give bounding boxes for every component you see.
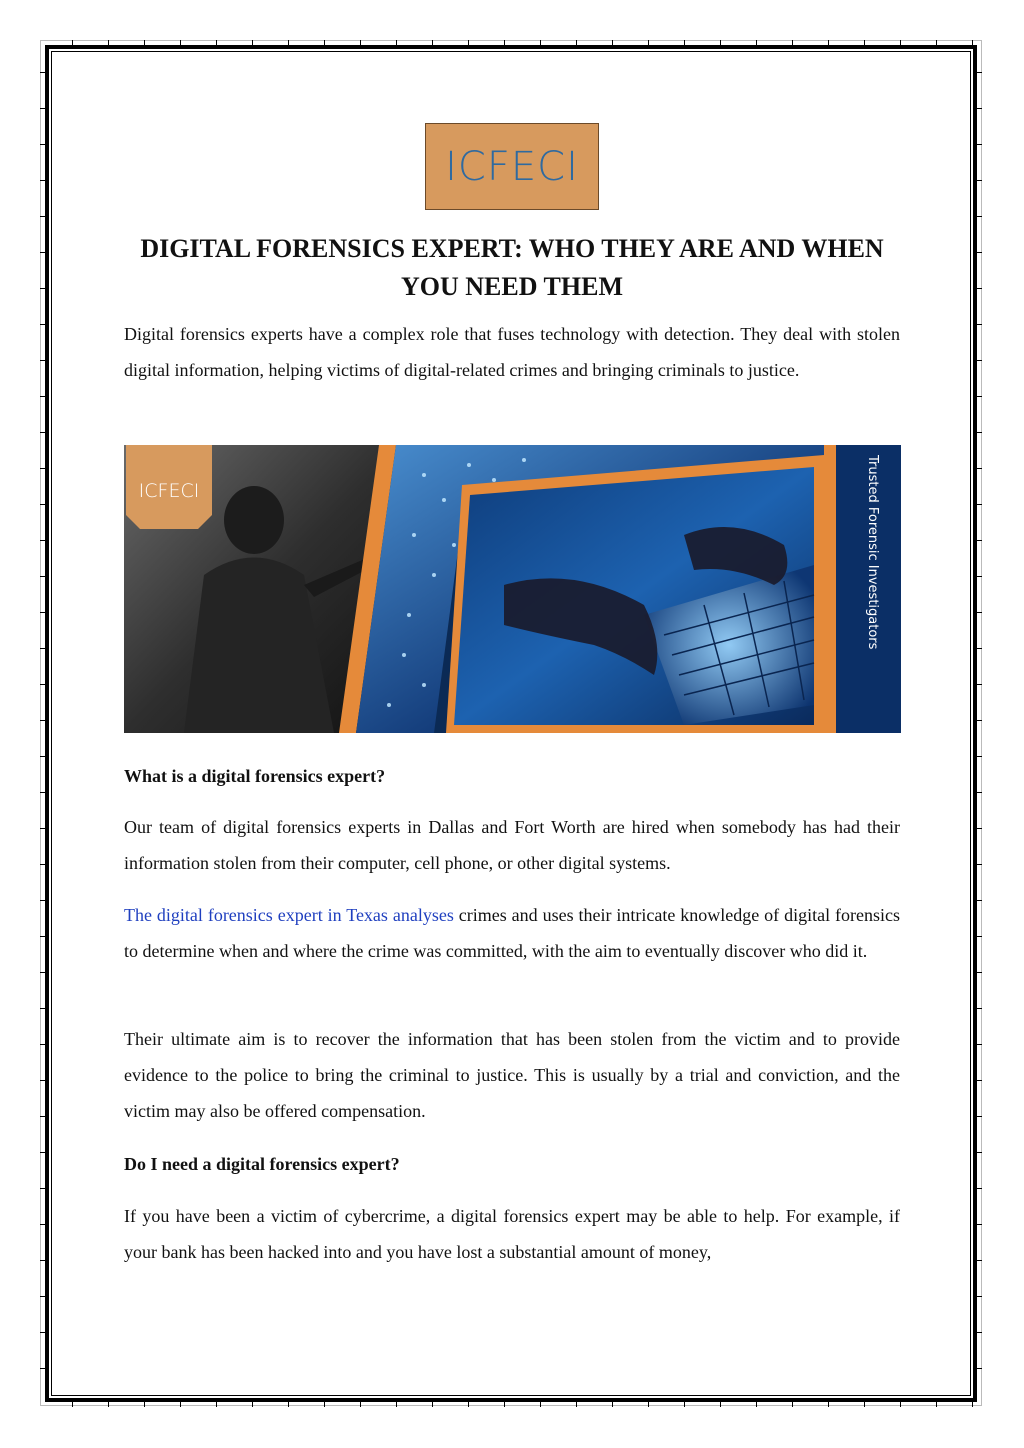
border-tick (40, 252, 46, 253)
section2-paragraph-1: If you have been a victim of cybercrime, a digital forensics expert may be able to help. For example, if your bank has been hacked into and you have lost a substantial amount of money, (124, 1206, 900, 1262)
border-tick (540, 40, 541, 46)
border-tick (40, 396, 46, 397)
border-tick (468, 40, 469, 46)
border-tick (976, 288, 982, 289)
border-tick (976, 612, 982, 613)
border-tick (40, 1152, 46, 1153)
border-tick (828, 40, 829, 46)
border-tick (976, 1080, 982, 1081)
border-tick (40, 180, 46, 181)
border-tick (504, 40, 505, 46)
border-tick (976, 720, 982, 721)
border-tick (976, 684, 982, 685)
border-tick (72, 1401, 73, 1407)
banner-logo-text: ICFECI (138, 480, 200, 502)
border-tick (976, 1044, 982, 1045)
logo-text: ICFECI (445, 143, 579, 190)
border-tick (976, 576, 982, 577)
border-tick (756, 40, 757, 46)
border-tick (40, 792, 46, 793)
border-tick (976, 216, 982, 217)
border-tick (180, 1401, 181, 1407)
border-tick (976, 108, 982, 109)
border-tick (40, 1080, 46, 1081)
border-tick (900, 40, 901, 46)
border-tick (648, 40, 649, 46)
border-tick (324, 40, 325, 46)
border-tick (864, 40, 865, 46)
border-tick (976, 504, 982, 505)
border-tick (40, 1224, 46, 1225)
border-tick (756, 1401, 757, 1407)
border-tick (936, 1401, 937, 1407)
border-tick (976, 252, 982, 253)
border-tick (976, 1296, 982, 1297)
border-tick (40, 756, 46, 757)
border-tick (972, 40, 973, 46)
border-tick (976, 1008, 982, 1009)
border-tick (40, 1332, 46, 1333)
border-tick (40, 612, 46, 613)
border-tick (900, 1401, 901, 1407)
border-tick (144, 1401, 145, 1407)
border-tick (216, 1401, 217, 1407)
border-tick (252, 1401, 253, 1407)
border-tick (612, 40, 613, 46)
border-tick (40, 216, 46, 217)
section1-paragraph-3: Their ultimate aim is to recover the information that has been stolen from the victim and to provide evidence to the police to bring the criminal to justice. This is usually by a trial and conviction, and the victim may also be offered compensation. (124, 1029, 900, 1121)
border-tick (40, 504, 46, 505)
border-tick (40, 900, 46, 901)
border-tick (432, 40, 433, 46)
border-tick (40, 1296, 46, 1297)
border-tick (576, 40, 577, 46)
border-tick (972, 1401, 973, 1407)
border-tick (976, 900, 982, 901)
border-tick (396, 1401, 397, 1407)
border-tick (40, 324, 46, 325)
border-tick (324, 1401, 325, 1407)
border-tick (432, 1401, 433, 1407)
border-tick (792, 40, 793, 46)
border-tick (976, 468, 982, 469)
border-tick (108, 1401, 109, 1407)
border-tick (40, 468, 46, 469)
border-tick (40, 108, 46, 109)
border-tick (976, 1260, 982, 1261)
border-tick (828, 1401, 829, 1407)
border-tick (40, 1044, 46, 1045)
border-tick (40, 1368, 46, 1369)
border-tick (576, 1401, 577, 1407)
border-tick (976, 648, 982, 649)
border-tick (40, 684, 46, 685)
border-tick (144, 40, 145, 46)
border-tick (976, 756, 982, 757)
border-tick (976, 1224, 982, 1225)
border-tick (976, 972, 982, 973)
border-tick (976, 432, 982, 433)
border-tick (40, 540, 46, 541)
border-tick (976, 360, 982, 361)
border-tick (976, 144, 982, 145)
border-tick (40, 288, 46, 289)
border-tick (40, 1260, 46, 1261)
section1-paragraph-2 (124, 897, 900, 969)
border-tick (976, 1332, 982, 1333)
border-tick (976, 72, 982, 73)
border-tick (252, 40, 253, 46)
section-heading-do-i-need: Do I need a digital forensics expert? (124, 1154, 400, 1174)
border-tick (40, 576, 46, 577)
banner-side-text: Trusted Forensic Investigators (865, 455, 880, 650)
border-tick (976, 792, 982, 793)
border-tick (720, 40, 721, 46)
border-tick (684, 40, 685, 46)
border-tick (40, 72, 46, 73)
border-tick (108, 40, 109, 46)
border-tick (976, 540, 982, 541)
border-tick (976, 396, 982, 397)
border-tick (360, 40, 361, 46)
border-tick (288, 1401, 289, 1407)
border-tick (976, 936, 982, 937)
border-tick (976, 1188, 982, 1189)
border-tick (720, 1401, 721, 1407)
company-logo (425, 123, 599, 210)
border-tick (976, 864, 982, 865)
border-tick (40, 828, 46, 829)
border-tick (40, 720, 46, 721)
banner-image (124, 445, 901, 733)
border-tick (684, 1401, 685, 1407)
border-tick (936, 40, 937, 46)
expert-texas-link[interactable]: The digital forensics expert in Texas analyses (124, 905, 454, 925)
border-tick (792, 1401, 793, 1407)
border-tick (864, 1401, 865, 1407)
border-tick (976, 1116, 982, 1117)
border-tick (216, 40, 217, 46)
border-tick (40, 1008, 46, 1009)
border-tick (72, 40, 73, 46)
border-tick (40, 864, 46, 865)
border-tick (40, 648, 46, 649)
border-tick (180, 40, 181, 46)
border-tick (40, 432, 46, 433)
border-tick (612, 1401, 613, 1407)
border-tick (360, 1401, 361, 1407)
border-tick (648, 1401, 649, 1407)
border-tick (40, 360, 46, 361)
border-tick (976, 324, 982, 325)
border-tick (976, 180, 982, 181)
border-tick (40, 144, 46, 145)
border-tick (468, 1401, 469, 1407)
border-tick (976, 1152, 982, 1153)
border-tick (40, 1188, 46, 1189)
section1-paragraph-1: Our team of digital forensics experts in Dallas and Fort Worth are hired when somebody has had their information stolen from their computer, cell phone, or other digital systems. (124, 817, 900, 873)
border-tick (40, 972, 46, 973)
section1-paragraph-2-text: crimes and uses their intricate knowledge of digital forensics to determine when and where the crime was committed, with the aim to eventually discover who did it. (124, 905, 900, 961)
border-tick (40, 936, 46, 937)
border-tick (540, 1401, 541, 1407)
section-heading-what-is: What is a digital forensics expert? (124, 766, 386, 786)
border-tick (976, 1368, 982, 1369)
page-title: DIGITAL FORENSICS EXPERT: WHO THEY ARE AND WHEN YOU NEED THEM (140, 234, 884, 301)
border-tick (504, 1401, 505, 1407)
border-tick (396, 40, 397, 46)
border-tick (288, 40, 289, 46)
intro-paragraph: Digital forensics experts have a complex role that fuses technology with detection. They deal with stolen digital information, helping victims of digital-related crimes and bringing criminals to justice. (124, 324, 900, 380)
border-tick (976, 828, 982, 829)
border-tick (40, 1116, 46, 1117)
